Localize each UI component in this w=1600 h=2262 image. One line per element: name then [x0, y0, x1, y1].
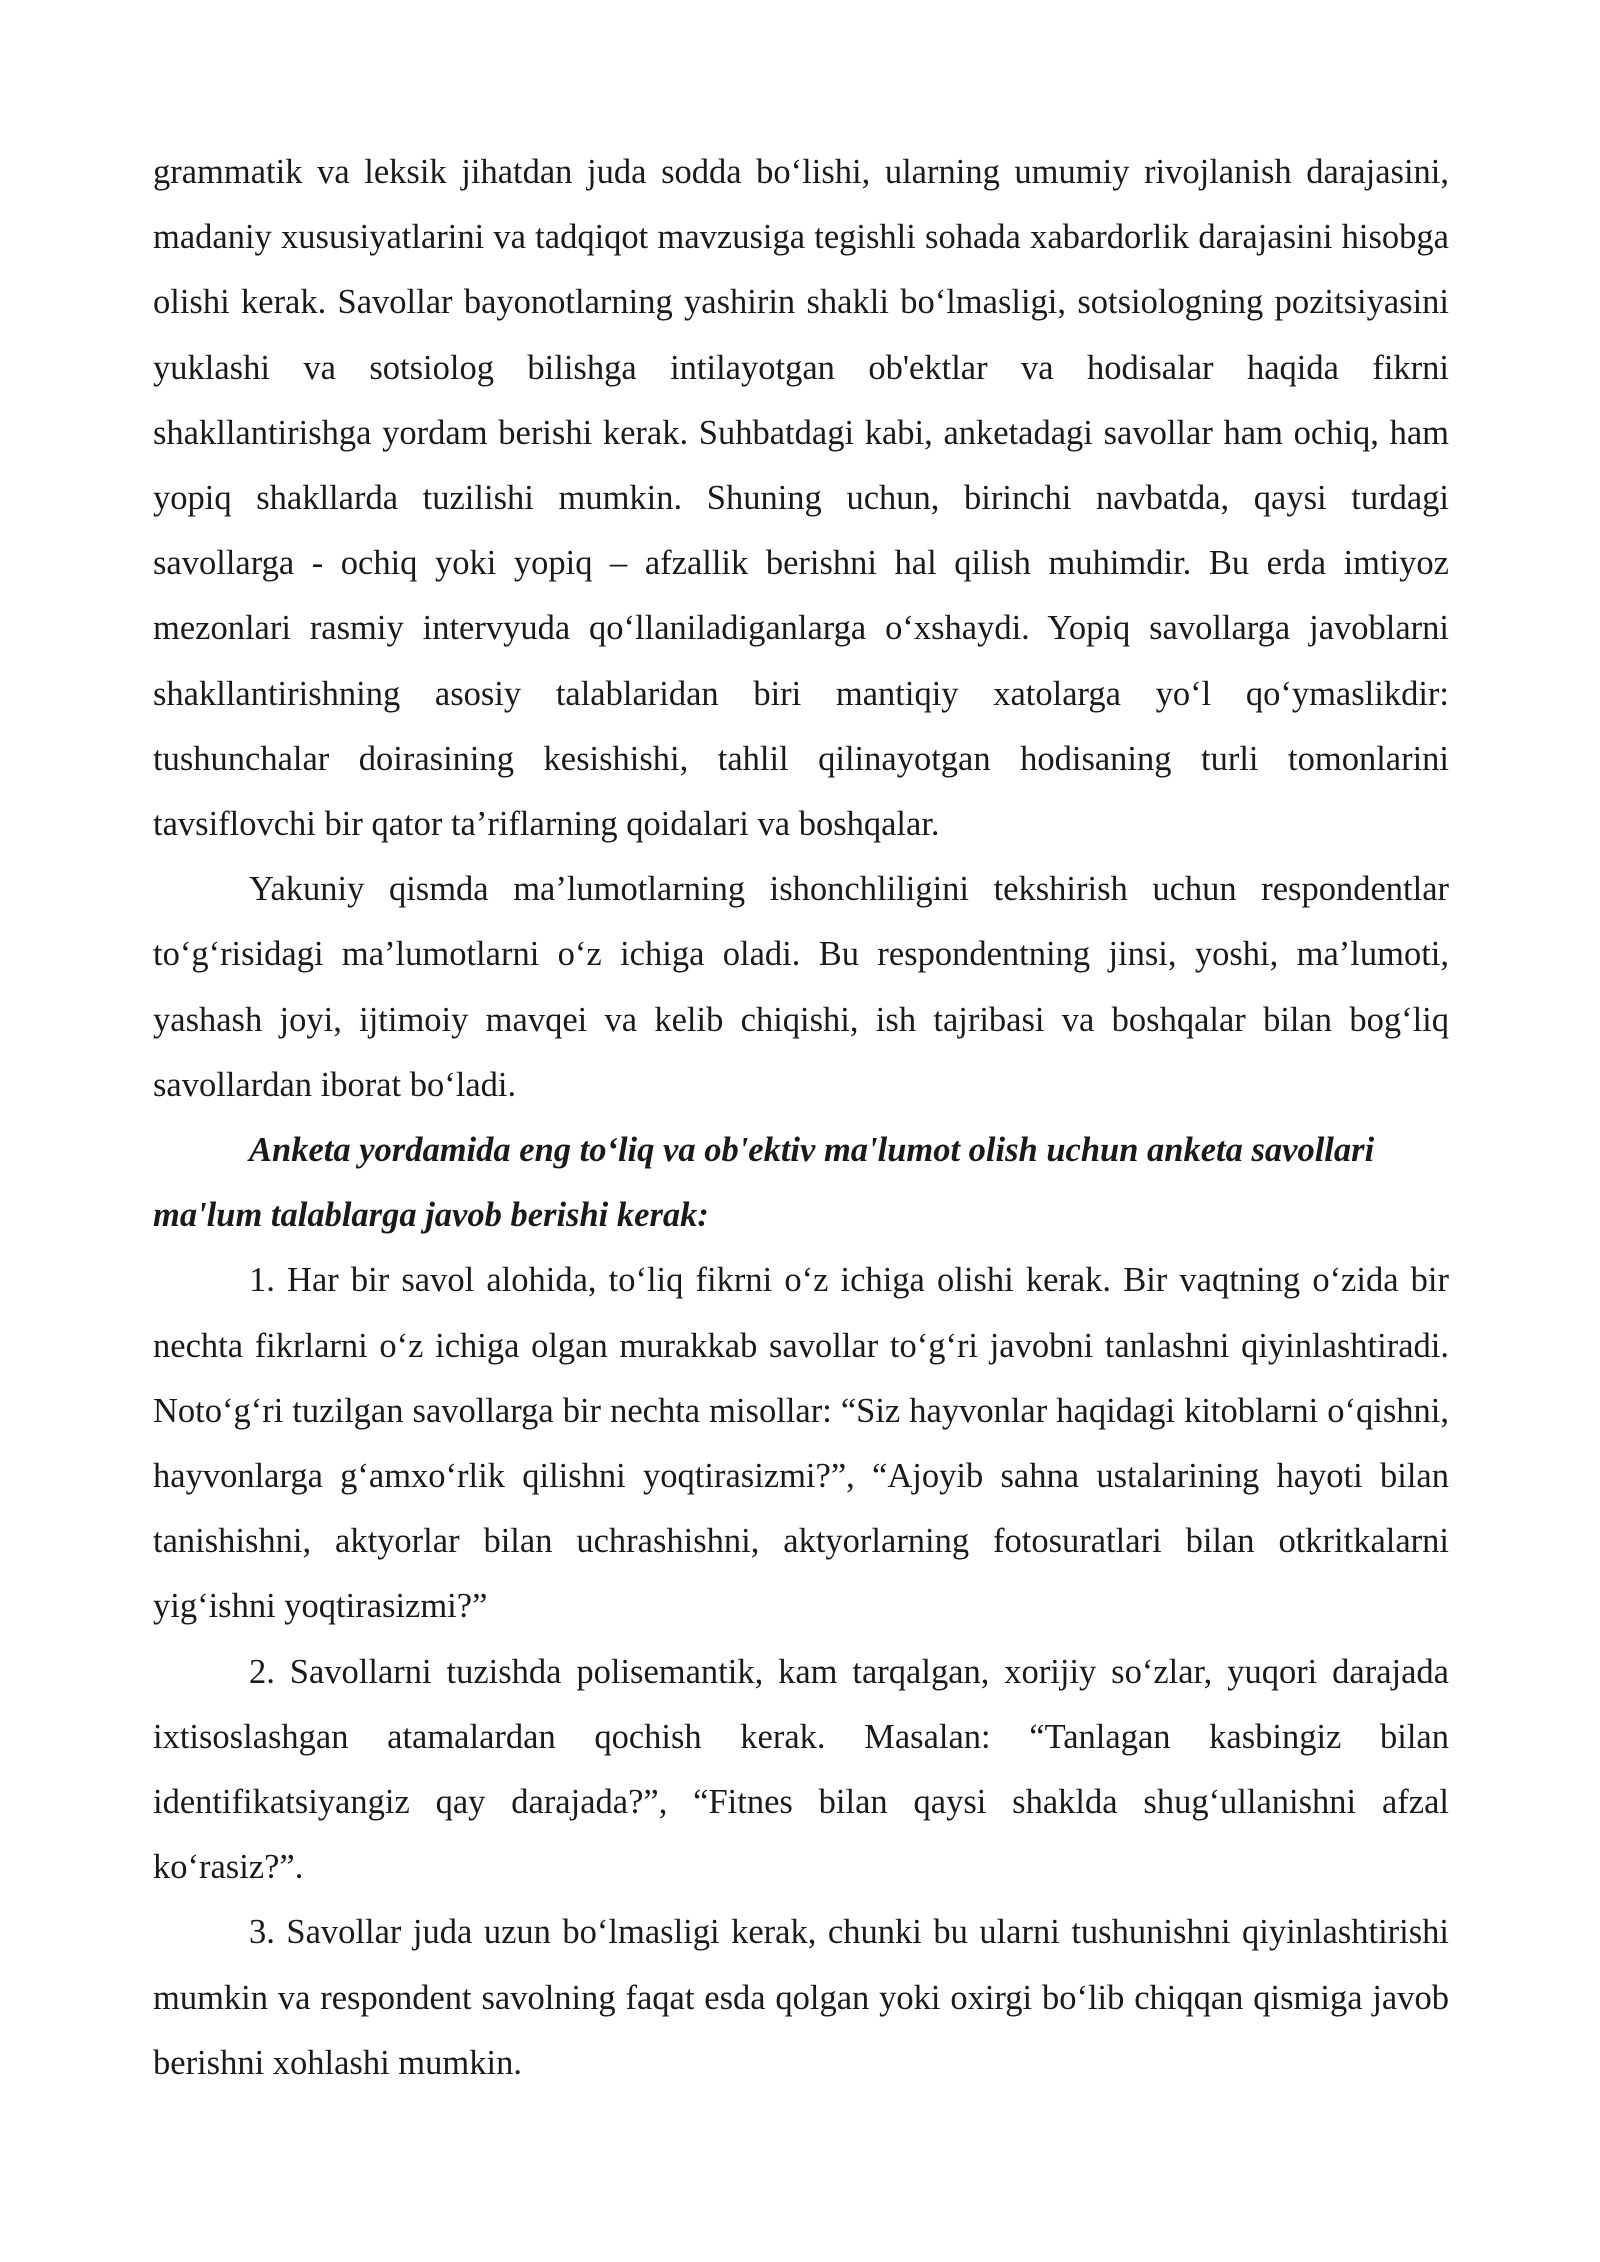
- paragraph-final-section: Yakuniy qismda ma’lumotlarning ishonchliligini tekshirish uchun respondentlar to‘g‘risidagi ma’lumotlarni o‘z ichiga oladi. Bu respondentning jinsi, yoshi, ma’lumoti, yashash joyi, ijtimoiy mavqei va kelib chiqishi, ish tajribasi va boshqalar bilan bog‘liq savollardan iborat bo‘ladi.: [153, 870, 1449, 1104]
- list-item-1: 1. Har bir savol alohida, to‘liq fikrni o‘z ichiga olishi kerak. Bir vaqtning o‘zida bir nechta fikrlarni o‘z ichiga olgan murakkab savollar to‘g‘ri javobni tanlashni qiyinlashtiradi. Noto‘g‘ri tuzilgan savollarga bir nechta misollar: “Siz hayvonlar haqidagi kitoblarni o‘qishni, hayvonlarga g‘amxo‘rlik qilishni yoqtirasizmi?”, “Ajoyib sahna ustalarining hayoti bilan tanishishni, aktyorlar bilan uchrashishni, aktyorlarning fotosuratlari bilan otkritkalarni yig‘ishni yoqtirasizmi?”: [153, 1261, 1449, 1626]
- list-item-3: 3. Savollar juda uzun bo‘lmasligi kerak, chunki bu ularni tushunishni qiyinlashtirishi mumkin va respondent savolning faqat esda qolgan yoki oxirgi bo‘lib chiqqan qismiga javob berishni xohlashi mumkin.: [153, 1913, 1449, 2082]
- paragraph-continuation: grammatik va leksik jihatdan juda sodda bo‘lishi, ularning umumiy rivojlanish darajasini, madaniy xususiyatlarini va tadqiqot mavzusiga tegishli sohada xabardorlik darajasini hisobga olishi kerak. Savollar bayonotlarning yashirin shakli bo‘lmasligi, sotsiologning pozitsiyasini yuklashi va sotsiolog bilishga intilayotgan ob'ektlar va hodisalar haqida fikrni shakllantirishga yordam berishi kerak. Suhbatdagi kabi, anketadagi savollar ham ochiq, ham yopiq shakllarda tuzilishi mumkin. Shuning uchun, birinchi navbatda, qaysi turdagi savollarga - ochiq yoki yopiq – afzallik berishni hal qilish muhimdir. Bu erda imtiyoz mezonlari rasmiy intervyuda qo‘llaniladiganlarga o‘xshaydi. Yopiq savollarga javoblarni shakllantirishning asosiy talablaridan biri mantiqiy xatolarga yo‘l qo‘ymaslikdir: tushunchalar doirasining kesishishi, tahlil qilinayotgan hodisaning turli tomonlarini tavsiflovchi bir qator ta’riflarning qoidalari va boshqalar.: [153, 153, 1449, 844]
- section-heading: Anketa yordamida eng to‘liq va ob'ektiv ma'lumot olish uchun anketa savollari ma'lum talablarga javob berishi kerak:: [153, 1131, 1375, 1235]
- list-item-2: 2. Savollarni tuzishda polisemantik, kam tarqalgan, xorijiy so‘zlar, yuqori darajada ixtisoslashgan atamalardan qochish kerak. Masalan: “Tanlagan kasbingiz bilan identifikatsiyangiz qay darajada?”, “Fitnes bilan qaysi shaklda shug‘ullanishni afzal ko‘rasiz?”.: [153, 1652, 1449, 1887]
- document-body: [153, 140, 1449, 2096]
